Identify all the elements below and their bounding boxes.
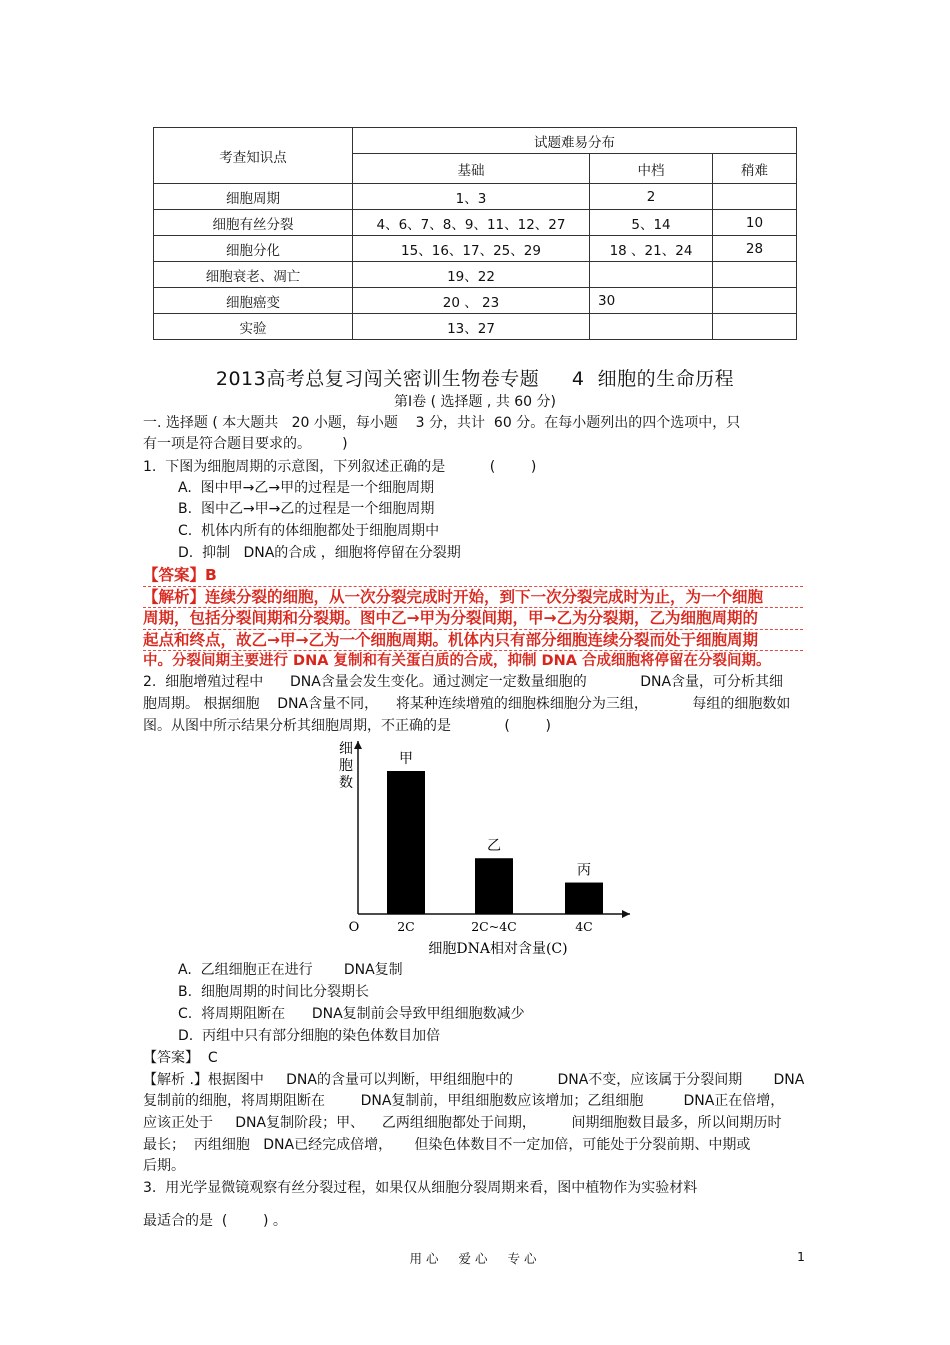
question-2-line2: 胞周期。 根据细胞 DNA含量不同， 将某种连续增殖的细胞株细胞分为三组， 每组的细胞数如 [143, 696, 791, 712]
bar-2C [387, 771, 425, 914]
answer-line: 中。分裂间期主要进行 DNA 复制和有关蛋白质的合成，抑制 DNA 合成细胞将停留在分裂间期。 [143, 653, 771, 669]
answer-line: 起点和终点，故乙→甲→乙为一个细胞周期。机体内只有部分细胞连续分裂而处于细胞周期 [143, 630, 803, 652]
section-subtitle: 第Ⅰ卷 ( 选择题 , 共 60 分) [393, 394, 557, 410]
q2-option-c: C. 将周期阻断在 DNA复制前会导致甲组细胞数减少 [178, 1006, 525, 1022]
table-row [154, 288, 797, 314]
cell-hard: 28 [713, 236, 797, 262]
cell-topic: 细胞衰老、凋亡 [154, 262, 353, 288]
question-3-line2: 最适合的是 ( ) 。 [143, 1213, 287, 1229]
q1-option-d: D. 抑制 DNA的合成 ，细胞将停留在分裂期 [178, 545, 461, 561]
cell-hard [713, 184, 797, 210]
q1-option-a: A. 图中甲→乙→甲的过程是一个细胞周期 [178, 480, 435, 496]
question-3-line1: 3. 用光学显微镜观察有丝分裂过程，如果仅从细胞分裂周期来看，图中植物作为实验材料 [143, 1180, 698, 1196]
header-medium: 中档 [590, 154, 713, 184]
page-number: 1 [797, 1249, 805, 1264]
cell-medium: 18 、21、24 [590, 236, 713, 262]
table-row [154, 210, 797, 236]
cell-basic: 20 、 23 [353, 288, 590, 314]
cell-medium [590, 314, 713, 340]
y-axis-label: 胞 [339, 758, 353, 774]
bar-4C [565, 883, 603, 914]
q2-analysis-line: 【解析 .】根据图中 DNA的含量可以判断，甲组细胞中的 DNA不变，应该属于分裂间期 DNA [143, 1072, 805, 1088]
cell-basic: 15、16、17、25、29 [353, 236, 590, 262]
answer-line: 周期，包括分裂间期和分裂期。图中乙→甲为分裂间期，甲→乙为分裂期，乙为细胞周期的 [143, 608, 803, 630]
bar-2C~4C [475, 858, 513, 914]
cell-basic: 4、6、7、8、9、11、12、27 [353, 210, 590, 236]
q2-option-a: A. 乙组细胞正在进行 DNA复制 [178, 962, 403, 978]
x-tick-label: 2C [397, 919, 415, 934]
bar-label: 乙 [487, 838, 501, 855]
cell-topic: 细胞周期 [154, 184, 353, 210]
q2-analysis-line: 复制前的细胞，将周期阻断在 DNA复制前，甲组细胞数应该增加；乙组细胞 DNA正在倍增， [143, 1093, 785, 1109]
q1-answer-explanation [143, 565, 803, 669]
q2-analysis-line: 后期。 [143, 1158, 185, 1174]
answer-line: 【答案】B [143, 565, 803, 587]
header-difficulty: 试题难易分布 [353, 128, 797, 154]
q1-option-b: B. 图中乙→甲→乙的过程是一个细胞周期 [178, 501, 435, 517]
header-hard: 稍难 [713, 154, 797, 184]
bar-label: 丙 [577, 862, 591, 879]
cell-topic: 细胞癌变 [154, 288, 353, 314]
table-row [154, 236, 797, 262]
cell-basic: 1、3 [353, 184, 590, 210]
question-1-stem: 1. 下图为细胞周期的示意图，下列叙述正确的是 ( ) [143, 459, 537, 475]
question-2-line3: 图。从图中所示结果分析其细胞周期，不正确的是 ( ) [143, 718, 551, 734]
cell-hard: 10 [713, 210, 797, 236]
cell-medium: 5、14 [590, 210, 713, 236]
question-2-line1: 2. 细胞增殖过程中 DNA含量会发生变化。通过测定一定数量细胞的 DNA含量，可分析其细 [143, 674, 784, 690]
section-instructions-line1: 一. 选择题 ( 本大题共 20 小题，每小题 3 分，共计 60 分。在每小题列出的四个选项中，只 [143, 415, 741, 431]
cell-hard [713, 262, 797, 288]
table-row [154, 184, 797, 210]
cell-hard [713, 314, 797, 340]
q2-option-b: B. 细胞周期的时间比分裂期长 [178, 984, 369, 1000]
y-axis-arrow [354, 741, 362, 749]
table-row [154, 314, 797, 340]
cell-medium: 2 [590, 184, 713, 210]
x-axis-label: 细胞DNA相对含量(C) [428, 941, 568, 957]
table-row [154, 262, 797, 288]
header-basic: 基础 [353, 154, 590, 184]
cell-basic: 19、22 [353, 262, 590, 288]
dna-content-bar-chart [330, 735, 640, 960]
page-footer: 用心 爱心 专心 [409, 1251, 541, 1266]
cell-medium: 30 [590, 288, 713, 314]
page-title: 2013高考总复习闯关密训生物卷专题 4 细胞的生命历程 [215, 368, 735, 390]
cell-basic: 13、27 [353, 314, 590, 340]
q1-option-c: C. 机体内所有的体细胞都处于细胞周期中 [178, 523, 440, 539]
section-instructions-line2: 有一项是符合题目要求的。 ) [143, 436, 348, 452]
y-axis-label: 数 [339, 775, 353, 791]
origin-label: O [348, 920, 360, 935]
q2-option-d: D. 丙组中只有部分细胞的染色体数目加倍 [178, 1028, 441, 1044]
answer-line: 【解析】连续分裂的细胞，从一次分裂完成时开始，到下一次分裂完成时为止，为一个细胞 [143, 587, 803, 609]
x-axis-arrow [622, 910, 630, 918]
cell-topic: 实验 [154, 314, 353, 340]
cell-topic: 细胞有丝分裂 [154, 210, 353, 236]
cell-topic: 细胞分化 [154, 236, 353, 262]
cell-medium [590, 262, 713, 288]
cell-hard [713, 288, 797, 314]
bar-label: 甲 [399, 751, 413, 767]
header-knowledge: 考查知识点 [154, 128, 353, 184]
difficulty-distribution-table [153, 127, 797, 340]
x-tick-label: 4C [575, 919, 593, 934]
q2-analysis-line: 最长； 丙组细胞 DNA已经完成倍增， 但染色体数目不一定加倍，可能处于分裂前期、中期或 [143, 1137, 751, 1153]
q2-analysis-line: 应该正处于 DNA复制阶段；甲、 乙两组细胞都处于间期， 间期细胞数目最多，所以间期历时 [143, 1115, 782, 1131]
x-tick-label: 2C~4C [471, 919, 517, 934]
q2-answer: 【答案】 C [143, 1050, 218, 1066]
y-axis-label: 细 [339, 741, 353, 757]
